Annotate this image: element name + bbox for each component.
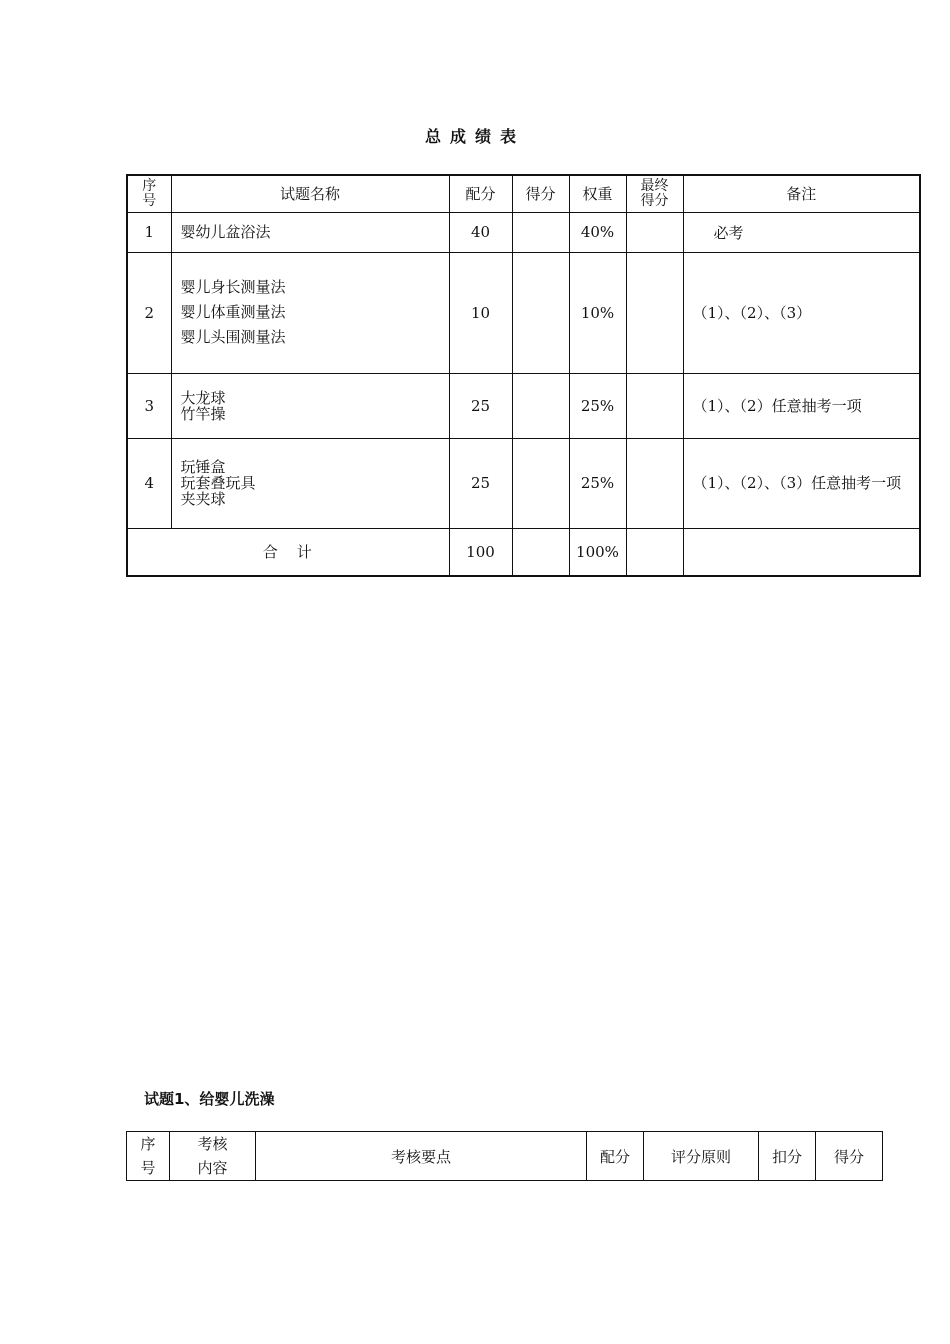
table-row <box>127 373 920 438</box>
item-header-deduct: 扣分 <box>759 1132 816 1181</box>
row-name-item: 夹夹球 <box>180 490 226 508</box>
row-no: 2 <box>127 252 171 373</box>
total-final <box>626 528 683 576</box>
row-remark: （1）、（2）、（3）任意抽考一项 <box>683 438 920 528</box>
header-name: 试题名称 <box>171 175 449 212</box>
row-name-item: 婴儿体重测量法 <box>180 303 286 321</box>
row-score <box>512 252 569 373</box>
summary-header-row <box>127 175 920 212</box>
row-remark: （1）、（2）、（3） <box>683 252 920 373</box>
header-final: 最终 得分 <box>626 175 683 212</box>
table-row <box>127 212 920 252</box>
item-assessment-table <box>126 1131 883 1181</box>
row-final <box>626 212 683 252</box>
row-score <box>512 438 569 528</box>
total-score <box>512 528 569 576</box>
row-name-item: 婴儿头围测量法 <box>180 328 286 346</box>
table-row <box>127 252 920 373</box>
row-allot: 25 <box>449 438 512 528</box>
row-no: 4 <box>127 438 171 528</box>
header-no: 序 号 <box>127 175 171 212</box>
page-title: 总成绩表 <box>424 127 525 146</box>
row-final <box>626 438 683 528</box>
row-names <box>171 252 449 373</box>
row-final <box>626 252 683 373</box>
header-score: 得分 <box>512 175 569 212</box>
row-names <box>171 373 449 438</box>
row-allot: 40 <box>449 212 512 252</box>
row-weight: 25% <box>569 438 626 528</box>
item-header-allot: 配分 <box>587 1132 644 1181</box>
row-score <box>512 373 569 438</box>
table-row <box>127 438 920 528</box>
row-no: 1 <box>127 212 171 252</box>
header-allot: 配分 <box>449 175 512 212</box>
row-allot: 10 <box>449 252 512 373</box>
row-name-item: 竹竿操 <box>180 404 226 423</box>
item-header-principle: 评分原则 <box>644 1132 759 1181</box>
item-header-content: 考核 内容 <box>170 1132 256 1181</box>
row-name-item: 大龙球 <box>180 388 226 407</box>
row-score <box>512 212 569 252</box>
row-names <box>171 438 449 528</box>
row-weight: 40% <box>569 212 626 252</box>
item-header-score: 得分 <box>816 1132 883 1181</box>
total-allot: 100 <box>449 528 512 576</box>
row-name-item: 玩套叠玩具 <box>180 474 256 492</box>
row-weight: 25% <box>569 373 626 438</box>
item-header-row <box>127 1132 883 1181</box>
row-name-item: 婴儿身长测量法 <box>180 278 286 296</box>
row-names <box>171 212 449 252</box>
total-remark <box>683 528 920 576</box>
total-row <box>127 528 920 576</box>
row-name-item: 婴幼儿盆浴法 <box>180 222 271 241</box>
row-final <box>626 373 683 438</box>
total-weight: 100% <box>569 528 626 576</box>
row-allot: 25 <box>449 373 512 438</box>
row-name-item: 玩锤盒 <box>180 458 226 476</box>
total-label: 合 计 <box>127 528 449 576</box>
row-weight: 10% <box>569 252 626 373</box>
summary-score-table <box>126 174 921 577</box>
item-header-points: 考核要点 <box>256 1132 587 1181</box>
header-remark: 备注 <box>683 175 920 212</box>
row-remark: 必考 <box>683 212 920 252</box>
row-remark: （1）、（2）任意抽考一项 <box>683 373 920 438</box>
item-header-no: 序 号 <box>127 1132 170 1181</box>
section-heading: 试题1、给婴儿洗澡 <box>144 1090 275 1108</box>
row-no: 3 <box>127 373 171 438</box>
header-weight: 权重 <box>569 175 626 212</box>
